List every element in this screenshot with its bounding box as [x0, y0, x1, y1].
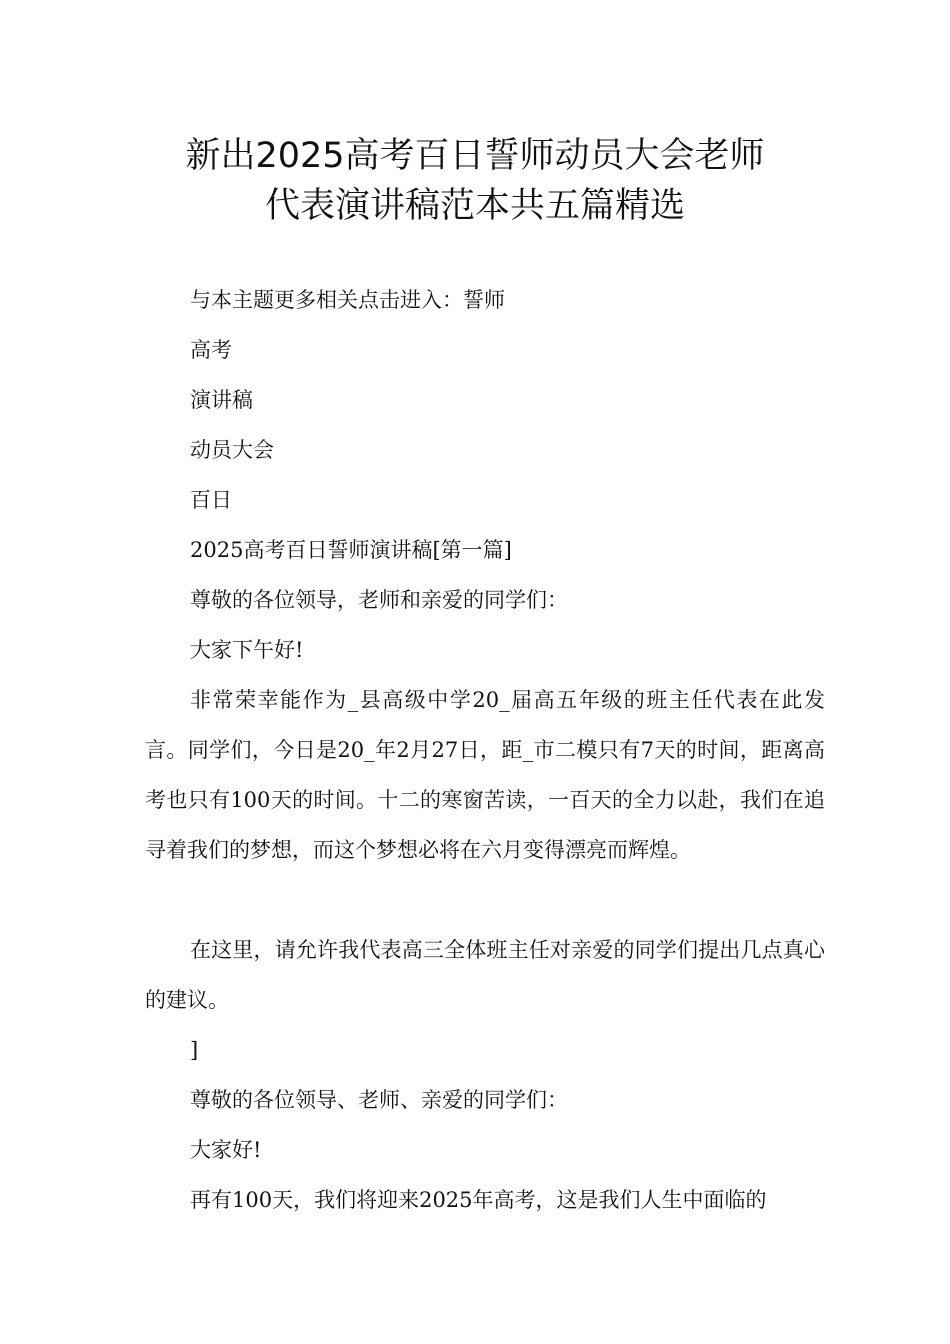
- salutation: 大家下午好!: [190, 638, 304, 662]
- document-title-line-2: 代表演讲稿范本共五篇精选: [264, 186, 685, 226]
- greeting: 尊敬的各位领导，老师和亲爱的同学们：: [190, 588, 568, 612]
- related-topics-prefix: 与本主题更多相关点击进入：誓师: [190, 288, 505, 312]
- greeting: 尊敬的各位领导、老师、亲爱的同学们：: [190, 1088, 568, 1112]
- salutation: 大家好!: [190, 1138, 262, 1162]
- paragraph: 在这里，请允许我代表高三全体班主任对亲爱的同学们提出几点真心的建议。: [145, 938, 825, 1012]
- related-link-mobilization[interactable]: 动员大会: [190, 438, 274, 462]
- paragraph: 非常荣幸能作为_县高级中学20_届高五年级的班主任代表在此发言。同学们，今日是20_年2月27日，距_市二模只有7天的时间，距离高考也只有100天的时间。十二的寒窗苦读，一百天的全力以赴，我们在追寻着我们的梦想，而这个梦想必将在六月变得漂亮而辉煌。: [145, 688, 825, 862]
- paragraph: 再有100天，我们将迎来2025年高考，这是我们人生中面临的: [190, 1188, 767, 1212]
- related-link-gaokao[interactable]: 高考: [190, 338, 232, 362]
- related-link-hundred-days[interactable]: 百日: [190, 488, 232, 512]
- document-title-line-1: 新出2025高考百日誓师动员大会老师: [185, 136, 765, 176]
- section-heading: 2025高考百日誓师演讲稿[第一篇]: [190, 538, 512, 562]
- bracket-text: ]: [190, 1038, 199, 1062]
- related-link-speech[interactable]: 演讲稿: [190, 388, 253, 412]
